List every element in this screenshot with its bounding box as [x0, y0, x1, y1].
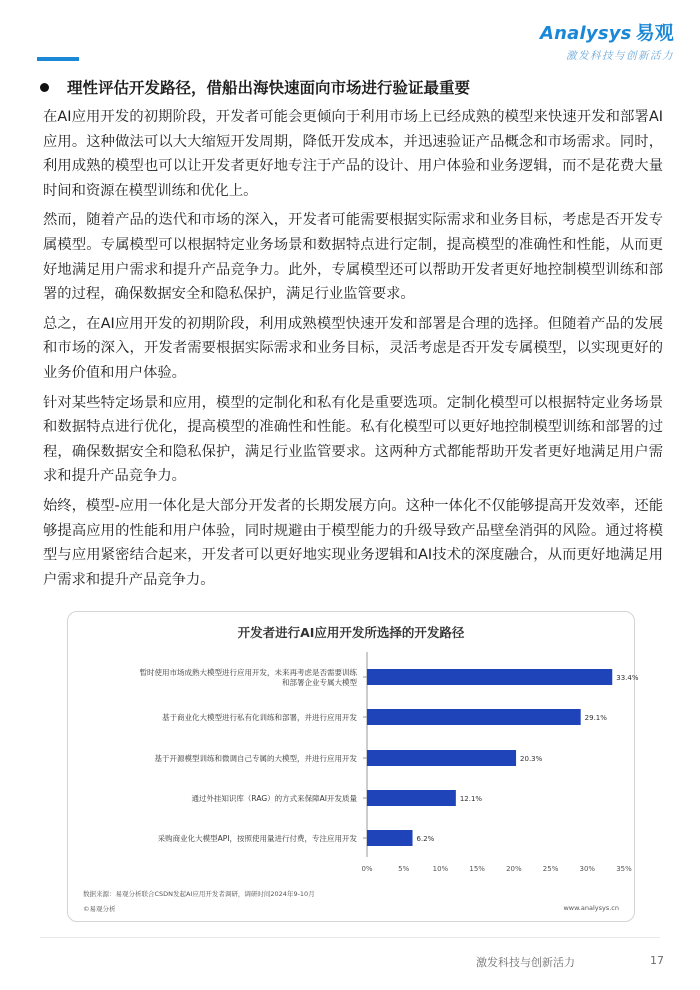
chart-bar — [367, 709, 581, 725]
bar-chart — [68, 612, 639, 921]
chart-x-tick-label: 10% — [432, 865, 449, 873]
chart-x-tick-label: 20% — [506, 865, 522, 873]
chart-category-label: 基于商业化大模型进行私有化训练和部署，并进行应用开发 — [162, 713, 357, 722]
chart-title: 开发者进行AI应用开发所选择的开发路径 — [237, 625, 465, 640]
chart-bar — [367, 830, 413, 846]
section-heading — [40, 76, 470, 98]
chart-bar — [367, 790, 456, 806]
chart-card — [67, 611, 639, 922]
chart-bar — [367, 669, 612, 685]
chart-category-label: 暂时使用市场成熟大模型进行应用开发，未来再考虑是否需要训练 — [139, 668, 357, 677]
chart-value-label: 12.1% — [459, 795, 483, 803]
bullet-icon — [40, 83, 49, 92]
chart-bar — [367, 750, 516, 766]
chart-value-label: 29.1% — [584, 714, 607, 722]
header-accent-bar — [37, 57, 79, 61]
chart-value-label: 33.4% — [616, 674, 639, 682]
page-number: 17 — [650, 954, 664, 967]
chart-value-label: 20.3% — [520, 755, 543, 763]
chart-category-label: 采购商业化大模型API，按照使用量进行付费，专注应用开发 — [157, 834, 357, 843]
header-slogan: 激发科技与创新活力 — [566, 50, 674, 62]
paragraph: 然而，随着产品的迭代和市场的深入，开发者可能需要根据实际需求和业务目标，考虑是否开发专属模型。专属模型可以根据特定业务场景和数据特点进行定制，提高模型的准确性和性能，从而更好地满足用户需求和提升产品竞争力。此外，专属模型还可以帮助开发者更好地控制模型训练和部署的过程，确保数据安全和隐私保护，满足行业监管要求。 — [43, 212, 663, 303]
chart-category-label: 基于开源模型训练和微调自己专属的大模型，并进行应用开发 — [154, 754, 357, 763]
logo-text: Analysys — [540, 23, 632, 44]
paragraph: 针对某些特定场景和应用，模型的定制化和私有化是重要选项。定制化模型可以根据特定业务场景和数据特点进行优化，提高模型的准确性和性能。私有化模型可以更好地控制模型训练和部署的过程，确保数据安全和隐私保护，满足行业监管要求。这两种方式都能帮助开发者更好地满足用户需求和提升产品竞争力。 — [43, 394, 663, 485]
footer-divider — [40, 937, 660, 938]
logo-cn-text: 易观 — [635, 22, 674, 44]
analysys-logo — [540, 18, 674, 63]
paragraph: 始终，模型-应用一体化是大部分开发者的长期发展方向。这种一体化不仅能够提高开发效率，还能够提高应用的性能和用户体验，同时规避由于模型能力的升级导致产品壁垒消弭的风险。通过将模型与应用紧密结合起来，开发者可以更好地实现业务逻辑和AI技术的深度融合，从而更好地满足用户需求和提升产品竞争力。 — [43, 497, 663, 588]
paragraph: 在AI应用开发的初期阶段，开发者可能会更倾向于利用市场上已经成熟的模型来快速开发和部署AI应用。这种做法可以大大缩短开发周期，降低开发成本，并迅速验证产品概念和市场需求。同时，利用成熟的模型也可以让开发者更好地专注于产品的设计、用户体验和业务逻辑，而不是花费大量时间和资源在模型训练和优化上。 — [43, 109, 663, 199]
chart-category-label: 和部署企业专属大模型 — [282, 678, 357, 687]
chart-x-tick-label: 0% — [361, 865, 373, 873]
chart-site: www.analysys.cn — [563, 904, 619, 912]
chart-x-tick-label: 30% — [579, 865, 596, 873]
chart-x-tick-label: 15% — [469, 865, 485, 873]
chart-x-tick-label: 35% — [616, 865, 632, 873]
chart-copyright: ©易观分析 — [83, 905, 116, 913]
section-heading-text: 理性评估开发路径，借船出海快速面向市场进行验证最重要 — [67, 79, 471, 97]
chart-source: 数据来源：易观分析联合CSDN发起AI应用开发者调研，调研时间2024年9-10月 — [83, 890, 315, 898]
chart-category-label: 通过外挂知识库（RAG）的方式来保障AI开发质量 — [191, 794, 357, 803]
footer-slogan: 激发科技与创新活力 — [476, 956, 575, 969]
chart-value-label: 6.2% — [416, 835, 435, 843]
paragraph: 总之，在AI应用开发的初期阶段，利用成熟模型快速开发和部署是合理的选择。但随着产品的发展和市场的深入，开发者需要根据实际需求和业务目标，灵活考虑是否开发专属模型，以实现更好的业务价值和用户体验。 — [43, 315, 663, 381]
body-text — [43, 105, 663, 597]
chart-x-tick-label: 25% — [542, 865, 559, 873]
chart-x-tick-label: 5% — [398, 865, 410, 873]
